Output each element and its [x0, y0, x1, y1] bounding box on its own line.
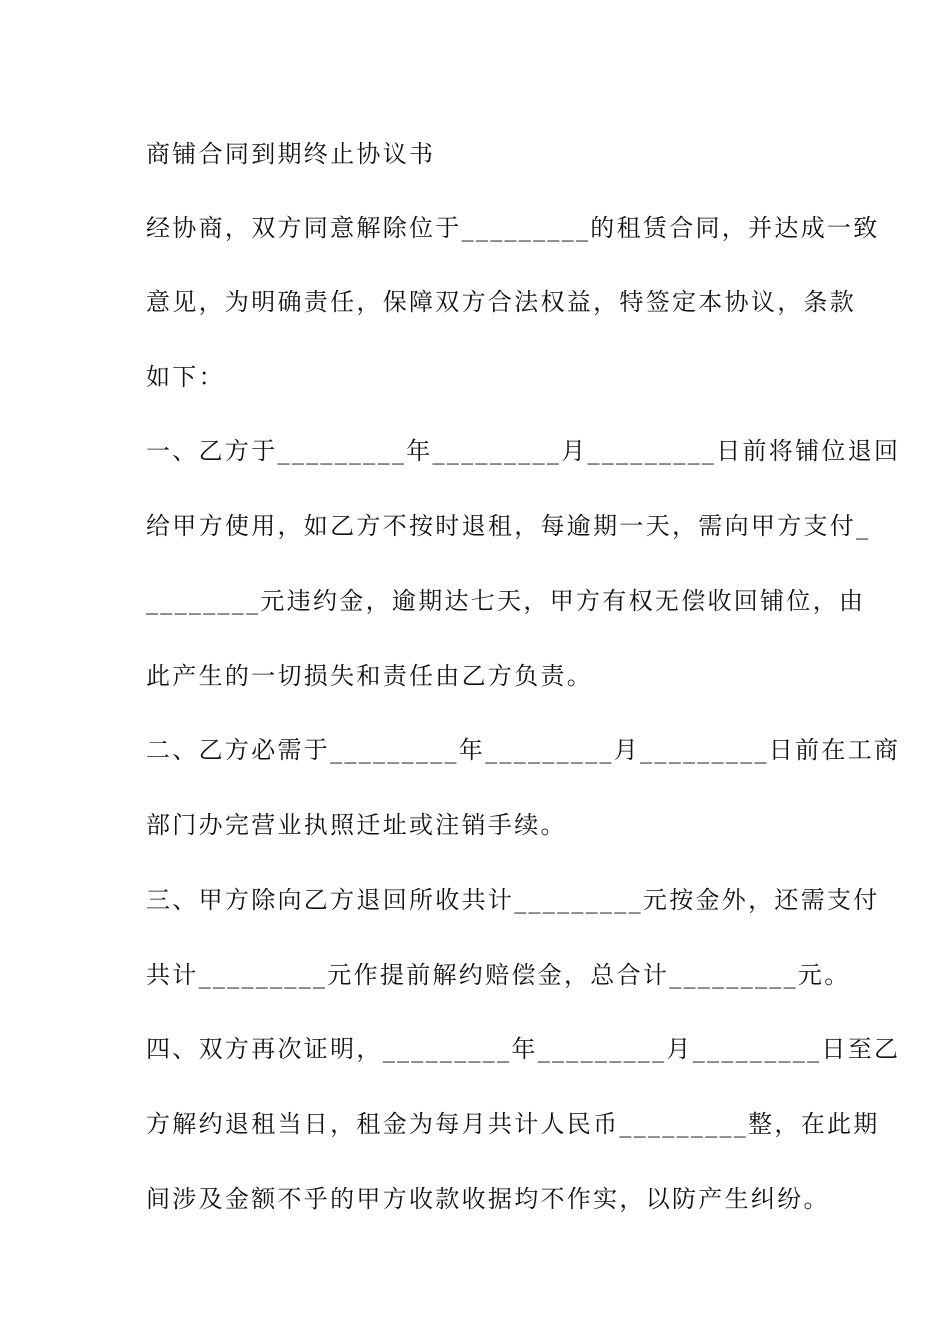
clause-1-line: 此产生的一切损失和责任由乙方负责。: [146, 662, 594, 690]
paragraph-line: 经协商，双方同意解除位于_________的租赁合同，并达成一致: [146, 214, 880, 242]
clause-2-line: 二、乙方必需于_________年_________月_________日前在工商: [146, 736, 901, 764]
clause-4-line: 四、双方再次证明，_________年_________月_________日至乙: [146, 1035, 901, 1063]
clause-3-line: 共计_________元作提前解约赔偿金，总合计_________元。: [146, 961, 851, 989]
clause-1-line: 一、乙方于_________年_________月_________日前将铺位退回: [146, 437, 901, 465]
paragraph-line: 意见，为明确责任，保障双方合法权益，特签定本协议，条款: [146, 288, 857, 316]
clause-1-line: 给甲方使用，如乙方不按时退租，每逾期一天，需向甲方支付_: [146, 512, 871, 540]
clause-1-line: ________元违约金，逾期达七天，甲方有权无偿收回铺位，由: [146, 587, 866, 615]
clause-2-line: 部门办完营业执照迁址或注销手续。: [146, 811, 567, 839]
paragraph-line: 如下：: [146, 363, 225, 391]
clause-4-line: 间涉及金额不乎的甲方收款收据均不作实，以防产生纠纷。: [146, 1185, 830, 1213]
clause-3-line: 三、甲方除向乙方退回所收共计_________元按金外，还需支付: [146, 886, 880, 914]
clause-4-line: 方解约退租当日，租金为每月共计人民币_________整，在此期: [146, 1110, 880, 1138]
document-title: 商铺合同到期终止协议书: [146, 140, 436, 168]
